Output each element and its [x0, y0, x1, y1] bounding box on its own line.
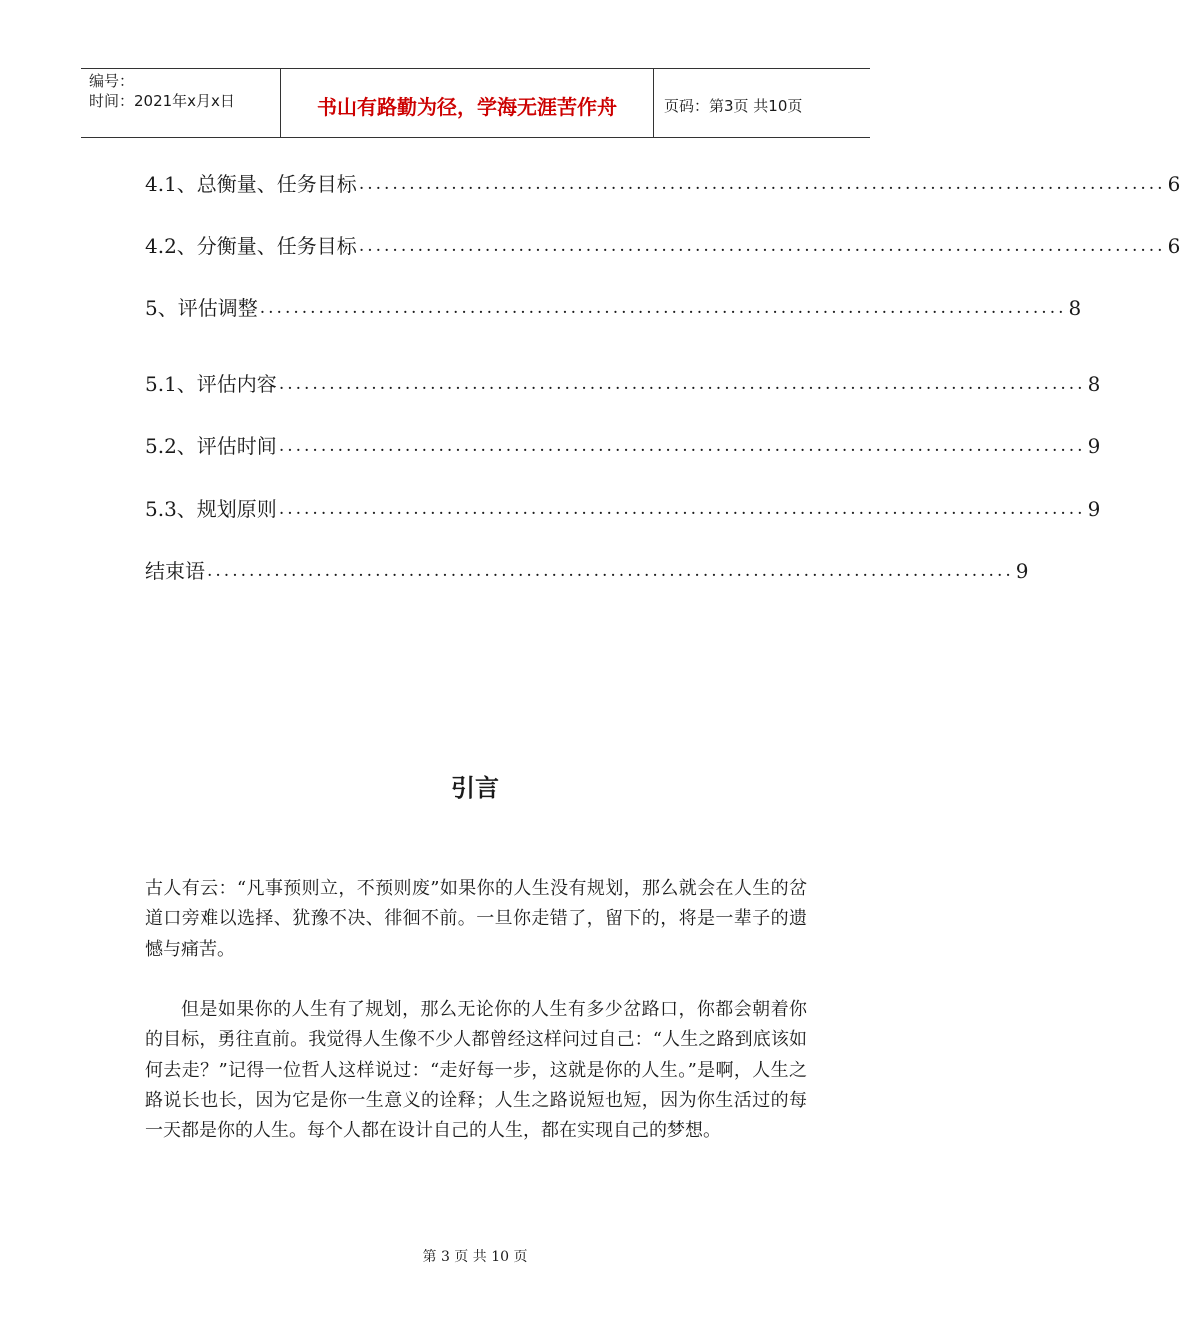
toc-entry-page: 9: [1087, 434, 1101, 458]
toc-leader: ................................................................................................: [259, 298, 1067, 318]
toc-entry[interactable]: [145, 557, 1029, 585]
intro-title: 引言: [451, 774, 499, 802]
toc-leader: ................................................................................................: [278, 374, 1086, 394]
toc-entry-page: 6: [1167, 172, 1180, 196]
header-motto: 书山有路勤为径，学海无涯苦作舟: [281, 69, 654, 137]
toc-entry-page: 9: [1087, 497, 1101, 521]
toc-entry-page: 8: [1068, 296, 1082, 320]
toc-entry[interactable]: [145, 170, 1180, 198]
date-label: 时间：2021年x月x日: [89, 92, 235, 110]
toc-entry-label: 5.2、评估时间: [145, 434, 277, 458]
toc-entry[interactable]: [145, 495, 1101, 523]
toc-leader: ................................................................................................: [207, 561, 1014, 581]
toc-entry-label: 5.1、评估内容: [145, 372, 277, 396]
header-meta: [81, 69, 281, 137]
toc-leader: ................................................................................................: [278, 499, 1086, 519]
toc-entry-label: 4.1、总衡量、任务目标: [145, 172, 357, 196]
toc-leader: ................................................................................................: [278, 436, 1086, 456]
toc-entry[interactable]: [145, 294, 1082, 322]
toc-leader: ................................................................................................: [358, 236, 1166, 256]
page-header: [81, 68, 870, 138]
toc-leader: ................................................................................................: [358, 174, 1166, 194]
toc-entry[interactable]: [145, 370, 1101, 398]
toc-entry-page: 9: [1015, 559, 1029, 583]
toc-entry[interactable]: [145, 232, 1180, 260]
intro-paragraph-2: 但是如果你的人生有了规划，那么无论你的人生有多少岔路口，你都会朝着你的目标，勇往直前。我觉得人生像不少人都曾经这样问过自己：“人生之路到底该如何去走？”记得一位哲人这样说过：“走好每一步，这就是你的人生。”是啊，人生之路说长也长，因为它是你一生意义的诠释；人生之路说短也短，因为你生活过的每一天都是你的人生。每个人都在设计自己的人生，都在实现自己的梦想。: [145, 999, 807, 1142]
header-page-info: 页码：第3页 共10页: [664, 96, 803, 115]
page-footer: 第 3 页 共 10 页: [422, 1249, 528, 1265]
toc-entry-label: 结束语: [145, 559, 205, 583]
toc-entry-page: 6: [1167, 234, 1180, 258]
number-label: 编号：: [89, 72, 135, 90]
intro-paragraph-1: 古人有云：“凡事预则立，不预则废”如果你的人生没有规划，那么就会在人生的岔道口旁难以选择、犹豫不决、徘徊不前。一旦你走错了，留下的，将是一辈子的遗憾与痛苦。: [145, 878, 807, 960]
toc-entry-label: 4.2、分衡量、任务目标: [145, 234, 357, 258]
toc-entry-label: 5、评估调整: [145, 296, 258, 320]
toc-entry[interactable]: [145, 432, 1101, 460]
toc-entry-label: 5.3、规划原则: [145, 497, 277, 521]
toc-entry-page: 8: [1087, 372, 1101, 396]
